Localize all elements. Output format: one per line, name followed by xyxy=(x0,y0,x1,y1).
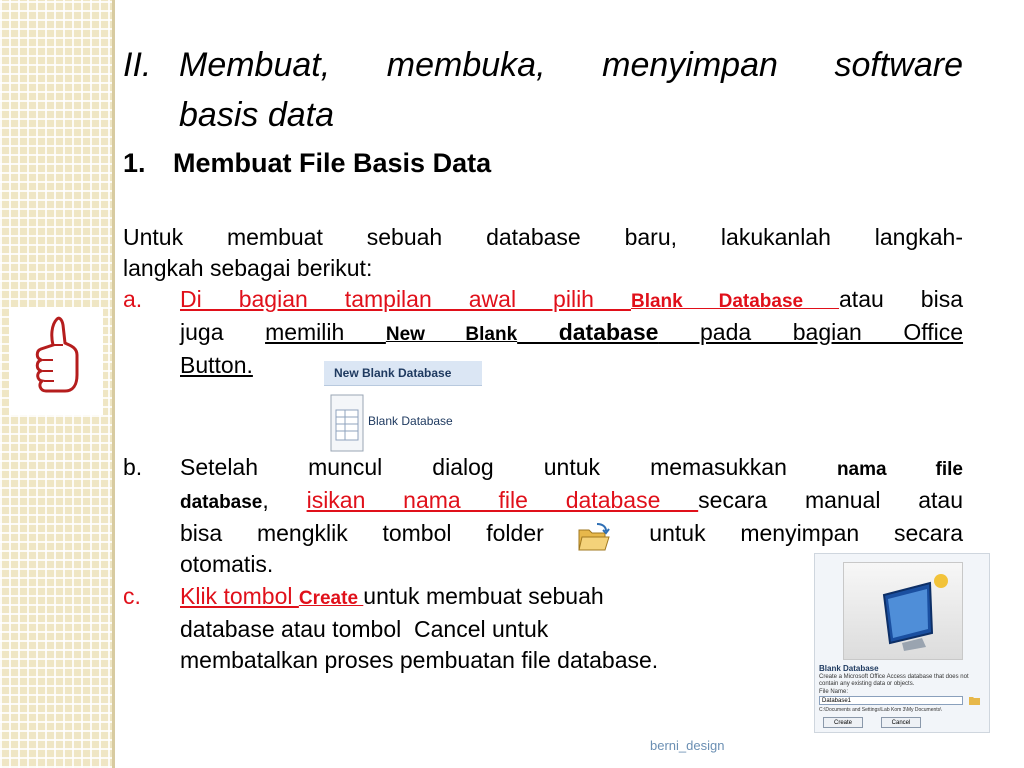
section-heading xyxy=(123,148,491,179)
item-b-isikan: isikan nama file database xyxy=(306,487,699,513)
item-c-text-3: membatalkan proses pembuatan file database. xyxy=(180,647,659,673)
intro-paragraph xyxy=(123,222,963,284)
dialog-description: Create a Microsoft Office Access database that does not contain any existing data or objects. xyxy=(819,674,969,687)
browse-folder-icon[interactable] xyxy=(969,695,981,705)
item-b-database: database xyxy=(180,492,263,513)
item-b-text-2: secara manual atau xyxy=(698,487,964,513)
item-c-marker: c. xyxy=(123,583,141,609)
item-c-text-1: untuk membuat sebuah xyxy=(363,583,604,609)
file-path: C:\Documents and Settings\Lab Kom 3\My Documents\ xyxy=(819,707,942,713)
intro-line-2: langkah sebagai berikut: xyxy=(123,255,373,281)
file-name-label: File Name: xyxy=(819,689,849,695)
item-a-text-5: memilih xyxy=(265,319,386,345)
title-line-2: basis data xyxy=(179,96,334,134)
item-b-text-5: otomatis. xyxy=(180,551,274,577)
intro-line-1: Untuk membuat sebuah database baru, lakukanlah langkah- xyxy=(123,224,963,250)
title-number: II. xyxy=(123,46,152,84)
blank-database-icon[interactable] xyxy=(330,394,364,452)
footer-credit: berni_design xyxy=(650,738,725,753)
item-c-create: Create xyxy=(298,588,364,609)
title-line-1: Membuat, membuka, menyimpan software xyxy=(179,46,963,84)
item-a-new-blank: New Blank xyxy=(385,324,518,345)
dialog-title: Blank Database xyxy=(819,664,879,673)
item-a-text-3: atau bisa xyxy=(839,286,963,312)
item-a-button: Button. xyxy=(180,352,253,378)
item-b-text-1: Setelah muncul dialog untuk memasukkan xyxy=(180,454,837,480)
item-a-blank-database: Blank Database xyxy=(630,291,840,312)
item-a-text-8: pada bagian Office xyxy=(658,319,964,345)
section-title: Membuat File Basis Data xyxy=(173,148,492,178)
thumbs-up-icon xyxy=(29,315,83,405)
item-b-nama-file: nama file xyxy=(836,459,963,480)
item-b-marker: b. xyxy=(123,454,143,480)
item-b-text-3: bisa mengklik tombol folder xyxy=(180,520,579,546)
sidebar-edge xyxy=(112,0,115,768)
create-button[interactable]: Create xyxy=(823,717,863,728)
item-a-database: database xyxy=(517,319,659,345)
section-number: 1. xyxy=(123,148,146,178)
blank-database-label[interactable]: Blank Database xyxy=(368,414,453,428)
blank-database-dialog xyxy=(814,553,990,733)
database-preview-image xyxy=(843,562,963,660)
item-a-text-1: Di bagian tampilan awal pilih xyxy=(180,286,631,312)
item-a-text xyxy=(180,284,963,381)
monitor-icon xyxy=(844,563,962,659)
item-b-comma: , xyxy=(262,487,307,513)
thumb-box xyxy=(9,307,103,415)
new-blank-database-button[interactable]: New Blank Database xyxy=(324,361,482,386)
item-b-text-4: untuk menyimpan secara xyxy=(614,520,963,546)
item-c-text-2: database atau tombol Cancel untuk xyxy=(180,616,549,642)
item-a-marker: a. xyxy=(123,286,143,312)
cancel-button[interactable]: Cancel xyxy=(881,717,921,728)
item-a-text-4: juga xyxy=(180,319,266,345)
item-c-text xyxy=(180,581,820,676)
folder-open-icon[interactable] xyxy=(577,522,611,554)
file-name-input[interactable]: Database1 xyxy=(819,696,963,705)
item-c-klik-tombol: Klik tombol xyxy=(180,583,299,609)
